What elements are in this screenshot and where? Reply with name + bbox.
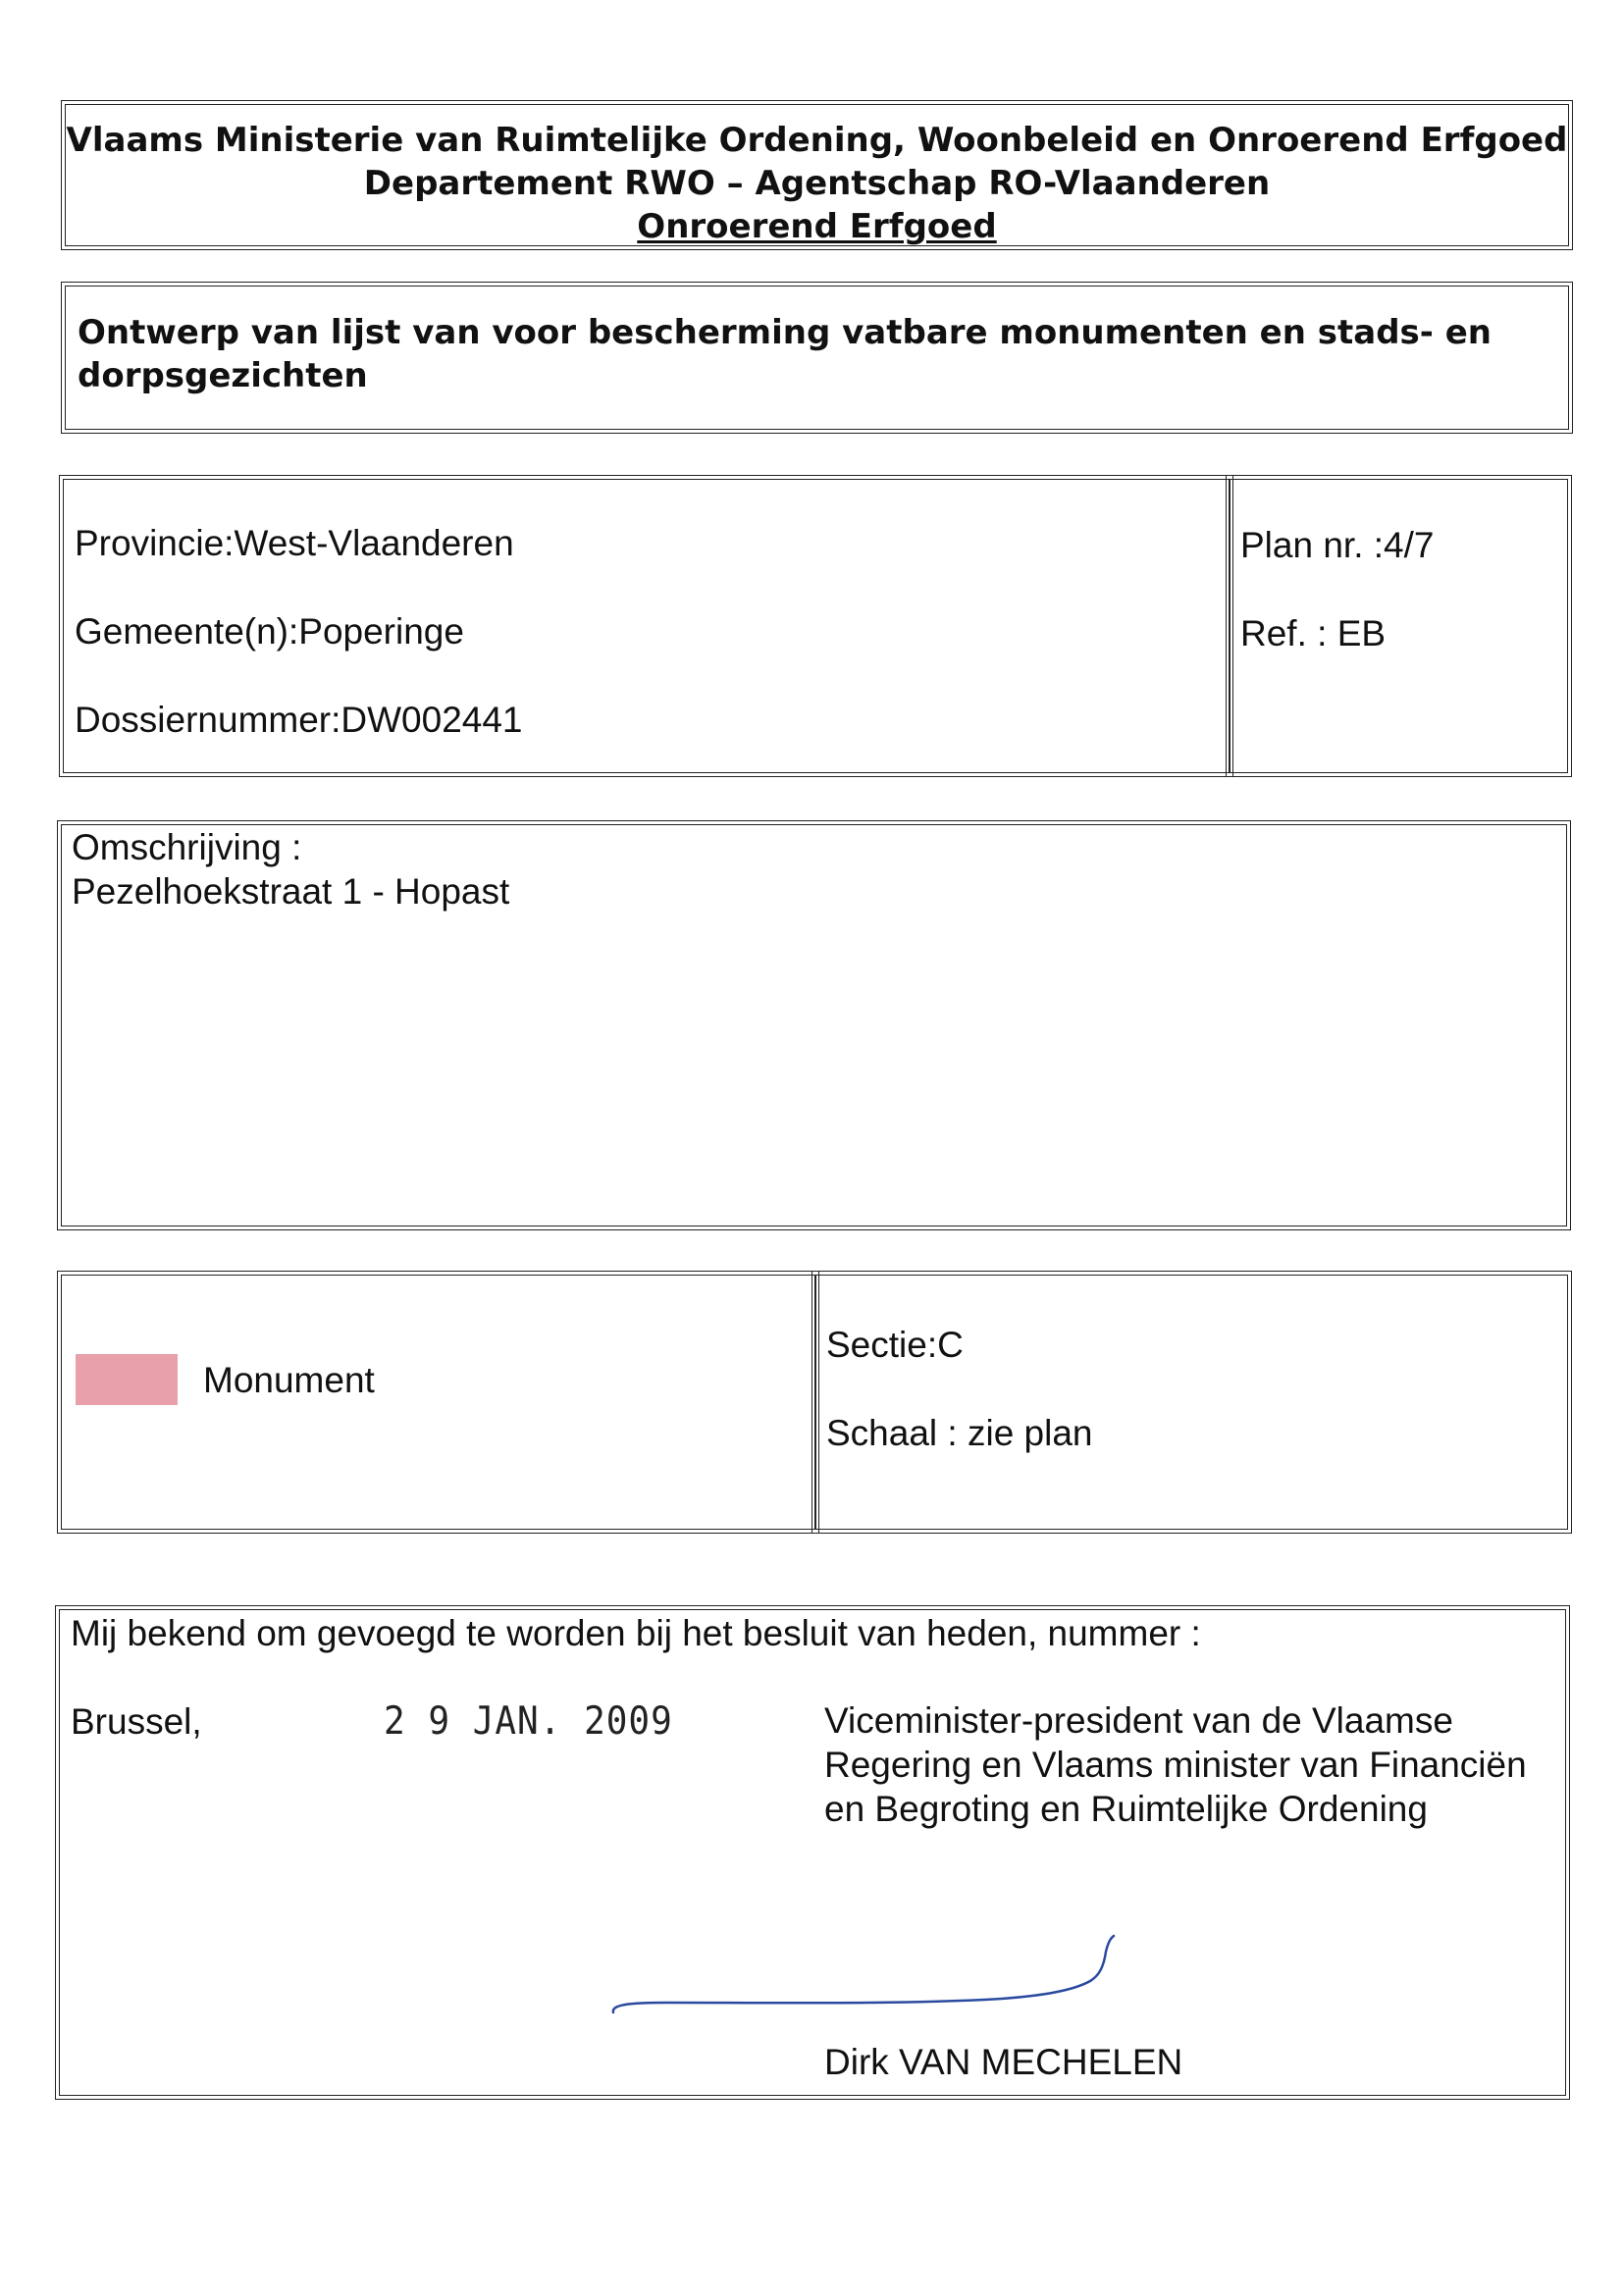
reference: Ref. : EB [1240, 613, 1387, 653]
dossier-field: Dossiernummer:DW002441 [75, 700, 523, 740]
place: Brussel, [71, 1701, 202, 1742]
plan-box [1230, 479, 1568, 773]
legend-label: Monument [203, 1360, 375, 1400]
description-value: Pezelhoekstraat 1 - Hopast [72, 871, 510, 912]
agency-name: Onroerend Erfgoed [637, 207, 997, 246]
approval-statement: Mij bekend om gevoegd te worden bij het besluit van heden, nummer : [71, 1613, 1201, 1653]
description-label: Omschrijving : [72, 827, 302, 867]
legend-box [61, 1275, 815, 1530]
document-title-box [65, 286, 1569, 430]
signature-box [59, 1609, 1566, 2096]
ministry-name: Vlaams Ministerie van Ruimtelijke Ordening, Woonbeleid en Onroerend Erfgoed [66, 121, 1568, 160]
gemeente-field: Gemeente(n):Poperinge [75, 611, 464, 652]
department-name: Departement RWO – Agentschap RO-Vlaanderen [363, 164, 1271, 203]
section-box [815, 1275, 1568, 1530]
location-box [63, 479, 1230, 773]
description-box [61, 824, 1567, 1226]
signature-mark [609, 1934, 1159, 2042]
schaal-field: Schaal : zie plan [826, 1413, 1093, 1453]
minister-title: Viceminister-president van de Vlaamse Regering en Vlaams minister van Financiën en Begroting en Ruimtelijke Ordening [824, 1700, 1527, 1829]
ministry-header [65, 104, 1569, 246]
plan-number: Plan nr. :4/7 [1240, 525, 1435, 565]
minister-name: Dirk VAN MECHELEN [824, 2042, 1183, 2082]
date-stamp: 2 9 JAN. 2009 [384, 1698, 673, 1745]
document-title: Ontwerp van lijst van voor bescherming vatbare monumenten en stads- en dorpsgezichten [78, 313, 1492, 395]
provincie-field: Provincie:West-Vlaanderen [75, 523, 514, 563]
monument-swatch [76, 1354, 178, 1405]
sectie-field: Sectie:C [826, 1325, 964, 1365]
